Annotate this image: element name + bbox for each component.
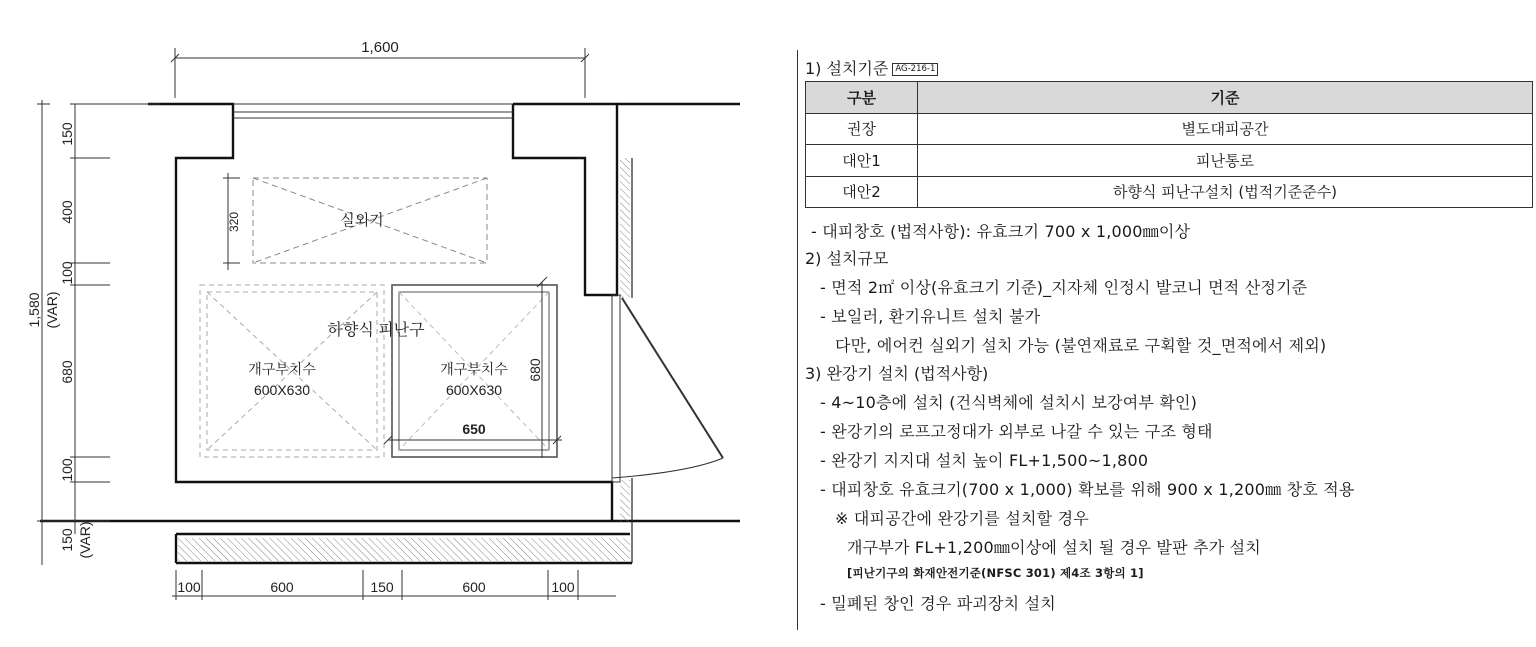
section-3-reference: [피난기구의 화재안전기준(NFSC 301) 제4조 3항의 1] xyxy=(847,566,1144,580)
section-3-title: 3) 완강기 설치 (법적사항) xyxy=(805,364,989,383)
table-cell: 피난통로 xyxy=(918,145,1533,177)
section-3-item: - 완강기의 로프고정대가 외부로 나갈 수 있는 구조 형태 xyxy=(820,422,1213,441)
opening-a-label-2: 600X630 xyxy=(253,382,311,398)
table-cell: 권장 xyxy=(806,113,918,145)
section-2-item: - 보일러, 환기유니트 설치 불가 xyxy=(820,307,1041,326)
dim-bottom-1: 600 xyxy=(270,579,294,595)
dim-top-label: 1,600 xyxy=(361,39,399,56)
dim-left-400: 400 xyxy=(59,200,75,224)
table-cell: 대안2 xyxy=(806,176,918,208)
dim-650-label: 650 xyxy=(462,421,486,437)
insulation-right-upper xyxy=(620,158,630,298)
dim-bottom-4: 100 xyxy=(551,579,575,595)
dim-left-150b-1: 150 xyxy=(59,528,75,552)
dim-bottom xyxy=(172,570,616,600)
section-1-note: - 대피창호 (법적사항): 유효크기 700 x 1,000㎜이상 xyxy=(811,222,1191,241)
section-3-item: - 대피창호 유효크기(700 x 1,000) 확보를 위해 900 x 1,200㎜ 창호 적용 xyxy=(820,480,1355,499)
table-row xyxy=(806,113,1533,145)
dim-bottom-3: 600 xyxy=(462,579,486,595)
section-1-title: 1) 설치기준 xyxy=(805,59,889,78)
dim-680-inner-label: 680 xyxy=(527,358,543,382)
outdoor-unit-label: 실외기 xyxy=(340,212,384,229)
table-cell: 별도대피공간 xyxy=(918,113,1533,145)
hatch-label: 하향식 피난구 xyxy=(327,322,425,339)
insulation-bottom xyxy=(178,538,630,561)
section-3-item: - 4~10층에 설치 (건식벽체에 설치시 보강여부 확인) xyxy=(820,393,1198,412)
dim-320-label: 320 xyxy=(227,211,241,233)
dim-left-100b: 100 xyxy=(59,458,75,482)
dim-bottom-0: 100 xyxy=(177,579,201,595)
section-2-title: 2) 설치규모 xyxy=(805,249,889,268)
escape-door xyxy=(612,295,723,482)
dim-left xyxy=(37,100,160,565)
opening-a-label-1: 개구부치수 xyxy=(248,361,316,377)
spec-panel xyxy=(797,50,1536,630)
top-window xyxy=(233,104,513,118)
table-cell: 하향식 피난구설치 (법적기준준수) xyxy=(918,176,1533,208)
dim-left-150: 150 xyxy=(59,122,75,146)
dim-left-150b-2: (VAR) xyxy=(77,521,93,559)
section-2-item: - 면적 2㎡ 이상(유효크기 기준)_지자체 인정시 발코니 면적 산정기준 xyxy=(820,278,1308,297)
dim-left-total-1: 1,580 xyxy=(26,292,42,328)
section-1-tag: AG-216-1 xyxy=(892,63,938,76)
section-1-heading xyxy=(805,56,938,79)
dim-bottom-2: 150 xyxy=(370,579,394,595)
dim-left-100a: 100 xyxy=(59,261,75,285)
opening-b-label-2: 600X630 xyxy=(445,382,503,398)
criteria-table xyxy=(805,81,1533,208)
insulation-right-lower xyxy=(620,480,630,522)
dim-left-680: 680 xyxy=(59,360,75,384)
table-header-cell: 구분 xyxy=(806,82,918,114)
table-row xyxy=(806,145,1533,177)
section-3-note: 개구부가 FL+1,200㎜이상에 설치 될 경우 발판 추가 설치 xyxy=(847,538,1261,557)
table-cell: 대안1 xyxy=(806,145,918,177)
section-3-note: ※ 대피공간에 완강기를 설치할 경우 xyxy=(835,509,1089,528)
section-2-item: 다만, 에어컨 실외기 설치 가능 (불연재료로 구획할 것_면적에서 제외) xyxy=(835,336,1327,355)
table-row xyxy=(806,176,1533,208)
opening-b-label-1: 개구부치수 xyxy=(440,361,508,377)
table-header-row xyxy=(806,82,1533,114)
section-3-item: - 밀폐된 창인 경우 파괴장치 설치 xyxy=(820,594,1056,613)
table-header-cell: 기준 xyxy=(918,82,1533,114)
section-3-item: - 완강기 지지대 설치 높이 FL+1,500~1,800 xyxy=(820,451,1149,470)
dim-left-total-2: (VAR) xyxy=(44,291,60,329)
